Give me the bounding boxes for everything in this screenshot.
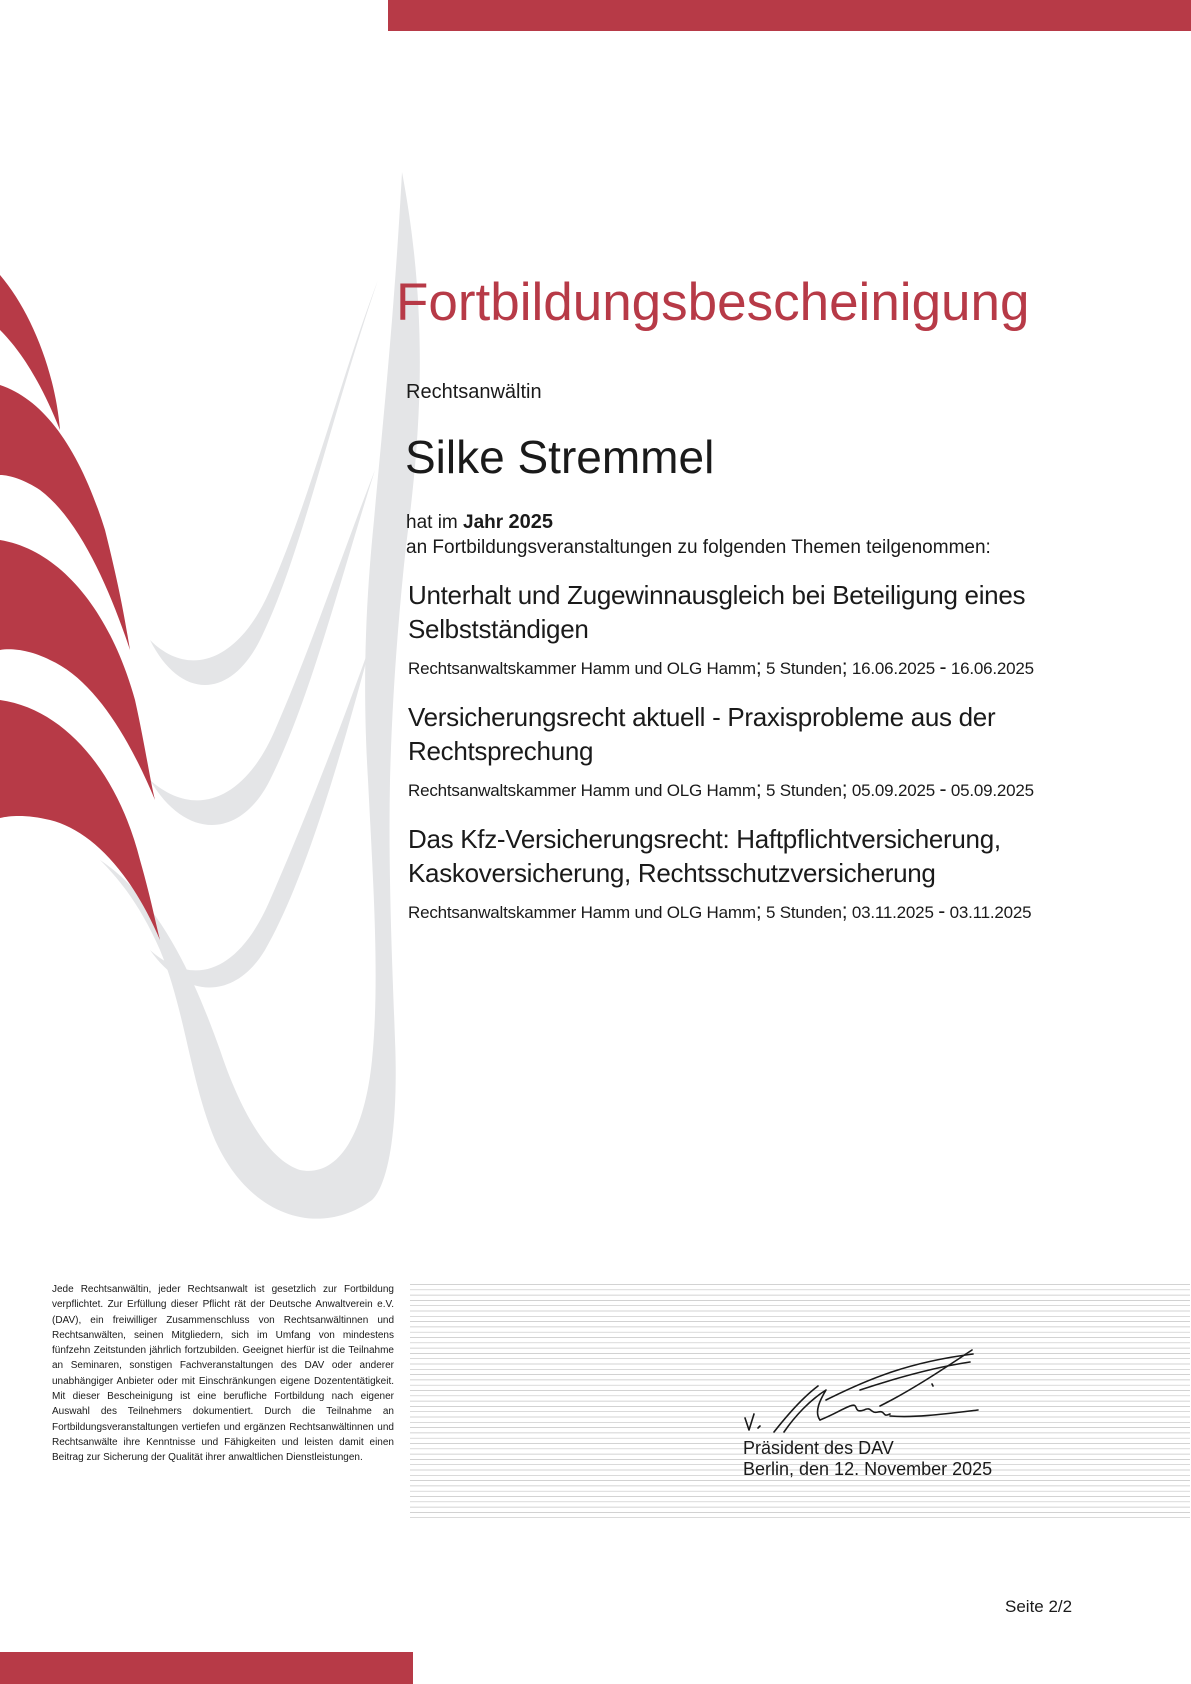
salutation: Rechtsanwältin [406, 381, 542, 403]
signatory-role: Präsident des DAV [743, 1438, 894, 1458]
event-title: Versicherungsrecht aktuell - Praxisprobleme aus der Rechtsprechung [408, 702, 996, 766]
intro-prefix: hat im [406, 512, 458, 533]
intro-text [406, 510, 991, 560]
event-end-date: 05.09.2025 [950, 781, 1034, 800]
event-title: Das Kfz-Versicherungsrecht: Haftpflichtversicherung, Kaskoversicherung, Rechtsschutzversicherung [408, 824, 1001, 888]
event-title: Unterhalt und Zugewinnausgleich bei Beteiligung eines Selbstständigen [408, 580, 1026, 644]
event-item [408, 700, 1128, 802]
intro-line-2: an Fortbildungsveranstaltungen zu folgenden Themen teilgenommen: [406, 537, 991, 558]
event-meta: Rechtsanwaltskammer Hamm und OLG Hamm; 5 Stunden; 03.11.2025 - 03.11.2025 [408, 900, 1032, 923]
event-duration: 5 Stunden [765, 659, 842, 678]
event-start-date: 03.11.2025 [851, 903, 934, 922]
event-item [408, 822, 1128, 924]
event-meta: Rechtsanwaltskammer Hamm und OLG Hamm; 5 Stunden; 05.09.2025 - 05.09.2025 [408, 778, 1034, 801]
event-end-date: 16.06.2025 [950, 659, 1034, 678]
gray-ribbon-shape [100, 172, 420, 1219]
signature-image [740, 1348, 980, 1448]
page-number: Seite 2/2 [1005, 1597, 1073, 1616]
event-start-date: 05.09.2025 [851, 781, 935, 800]
event-meta: Rechtsanwaltskammer Hamm und OLG Hamm; 5 Stunden; 16.06.2025 - 16.06.2025 [408, 656, 1034, 679]
event-organizer: Rechtsanwaltskammer Hamm und OLG Hamm [408, 659, 756, 678]
event-duration: 5 Stunden [765, 781, 842, 800]
event-duration: 5 Stunden [765, 903, 842, 922]
legal-notice: Jede Rechtsanwältin, jeder Rechtsanwalt ist gesetzlich zur Fortbildung verpflichtet. Zur Erfüllung dieser Pflicht rät der Deutsche Anwaltverein e.V. (DAV), ein freiwilliger Zusammenschluss von Rechtsanwältinnen und Rechtsanwälten, seinen Mitgliedern, sich im Umfang von mindestens fünfzehn Zeitstunden jährlich fortzubilden. Geeignet hierfür ist die Teilnahme an Seminaren, sonstigen Fachveranstaltungen des DAV oder anderer unabhängiger Anbieter oder mit Einschränkungen eigene Dozententätigkeit. Mit dieser Bescheinigung ist eine berufliche Fortbildung nach eigener Auswahl des Teilnehmers dokumentiert. Durch die Teilnahme an Fortbildungsveranstaltungen vertiefen und ergänzen Rechtsanwältinnen und Rechtsanwälte ihre Kenntnisse und Fähigkeiten und leisten damit einen Beitrag zur Sicherung der Qualität ihrer anwaltlichen Dienstleistungen. [52, 1284, 394, 1464]
event-item [408, 578, 1128, 680]
certificate-title: Fortbildungsbescheinigung [396, 273, 1030, 332]
event-start-date: 16.06.2025 [851, 659, 935, 678]
place-and-date: Berlin, den 12. November 2025 [743, 1459, 993, 1479]
year-label: Jahr [463, 512, 504, 533]
event-organizer: Rechtsanwaltskammer Hamm und OLG Hamm [408, 903, 756, 922]
event-organizer: Rechtsanwaltskammer Hamm und OLG Hamm [408, 781, 756, 800]
bottom-accent-bar [0, 1652, 413, 1684]
event-end-date: 03.11.2025 [949, 903, 1032, 922]
recipient-name: Silke Stremmel [405, 431, 715, 483]
year-value: 2025 [508, 511, 553, 533]
